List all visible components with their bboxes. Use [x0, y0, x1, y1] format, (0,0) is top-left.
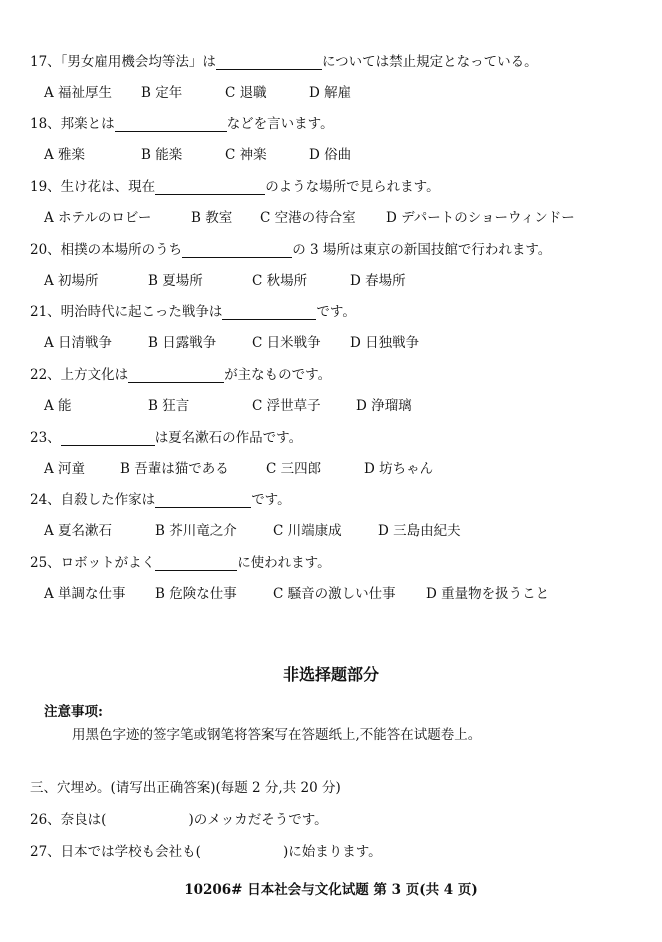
option-b: B 芥川竜之介 [155, 523, 237, 539]
option-b: B 吾輩は猫である [120, 461, 229, 477]
question-21 [30, 300, 356, 320]
option-b: B 教室 [191, 210, 233, 226]
option-a: A 雅楽 [44, 147, 86, 163]
option-d: D デパートのショーウィンドー [386, 210, 575, 226]
question-text: 17、「男女雇用機会均等法」は [30, 54, 216, 70]
option-b: B 狂言 [148, 398, 190, 414]
option-b: B 定年 [141, 85, 183, 101]
question-text: 24、自殺した作家は [30, 492, 156, 508]
question-text: 21、明治時代に起こった戦争は [30, 304, 223, 320]
option-c: C 三四郎 [266, 461, 322, 477]
answer-blank [155, 493, 251, 508]
question-text: 19、生け花は、現在 [30, 179, 156, 195]
answer-blank [128, 368, 224, 383]
question-text: が主なものです。 [224, 367, 332, 383]
option-b: B 能楽 [141, 147, 183, 163]
answer-blank [155, 180, 265, 195]
option-d: D 重量物を扱うこと [426, 586, 550, 602]
question-text: )のメッカだそうです。 [188, 812, 328, 828]
note-heading: 注意事项: [44, 704, 103, 720]
option-a: A 初場所 [44, 273, 99, 289]
option-c: C 空港の待合室 [260, 210, 356, 226]
option-c: C 神楽 [225, 147, 267, 163]
option-a: A 単調な仕事 [44, 586, 126, 602]
option-a: A 福祉厚生 [44, 85, 113, 101]
option-d: D 俗曲 [309, 147, 352, 163]
question-19 [30, 175, 440, 195]
option-c: C 退職 [225, 85, 267, 101]
option-d: D 日独戦争 [350, 335, 420, 351]
part-three-heading: 三、穴埋め。(请写出正确答案)(每题 2 分,共 20 分) [30, 780, 341, 796]
question-25 [30, 551, 331, 571]
option-b: B 夏場所 [148, 273, 203, 289]
question-text: は夏名漱石の作品です。 [154, 430, 303, 446]
option-a: A 日清戦争 [44, 335, 113, 351]
option-b: B 日露戦争 [148, 335, 217, 351]
question-23 [30, 426, 302, 446]
option-d: D 春場所 [350, 273, 406, 289]
question-text: については禁止規定となっている。 [321, 54, 538, 70]
section-title: 非选择题部分 [282, 665, 379, 684]
question-text: 18、邦楽とは [30, 116, 115, 132]
question-text: です。 [251, 492, 291, 508]
question-22 [30, 363, 331, 383]
option-d: D 坊ちゃん [364, 461, 434, 477]
option-c: C 秋場所 [252, 273, 308, 289]
option-c: C 川端康成 [273, 523, 342, 539]
option-c: C 日米戦争 [252, 335, 321, 351]
question-20 [30, 238, 551, 258]
option-a: A 河童 [44, 461, 86, 477]
answer-blank [115, 117, 227, 132]
question-text: などを言います。 [226, 116, 334, 132]
option-a: A ホテルのロビー [44, 210, 152, 226]
question-text: )に始まります。 [282, 844, 382, 860]
note-body: 用黑色字迹的签字笔或钢笔将答案写在答题纸上,不能答在试题卷上。 [72, 727, 482, 743]
answer-blank [61, 431, 155, 446]
question-18 [30, 112, 334, 132]
answer-blank [222, 305, 316, 320]
question-text: です。 [316, 304, 356, 320]
option-a: A 能 [44, 398, 72, 414]
question-26 [30, 808, 328, 828]
answer-blank [182, 243, 292, 258]
question-text: 26、奈良は( [30, 812, 107, 828]
question-text: に使われます。 [237, 555, 331, 571]
option-d: D 三島由紀夫 [378, 523, 461, 539]
question-27 [30, 840, 382, 860]
question-text: の 3 場所は東京の新国技館で行われます。 [292, 242, 552, 258]
question-text: 25、ロボットがよく [30, 555, 156, 571]
question-17 [30, 50, 538, 70]
option-d: D 浄瑠璃 [356, 398, 412, 414]
option-a: A 夏名漱石 [44, 523, 113, 539]
page-footer: 10206# 日本社会与文化试题 第 3 页(共 4 页) [184, 882, 478, 898]
option-c: C 騒音の激しい仕事 [273, 586, 396, 602]
option-b: B 危険な仕事 [155, 586, 237, 602]
question-text: 27、日本では学校も会社も( [30, 844, 201, 860]
question-24 [30, 488, 291, 508]
answer-blank [155, 556, 237, 571]
answer-blank [216, 55, 322, 70]
question-text: 20、相撲の本場所のうち [30, 242, 183, 258]
question-text: のような場所で見られます。 [265, 179, 440, 195]
option-d: D 解雇 [309, 85, 352, 101]
question-text: 23、 [30, 430, 61, 446]
question-text: 22、上方文化は [30, 367, 129, 383]
option-c: C 浮世草子 [252, 398, 321, 414]
